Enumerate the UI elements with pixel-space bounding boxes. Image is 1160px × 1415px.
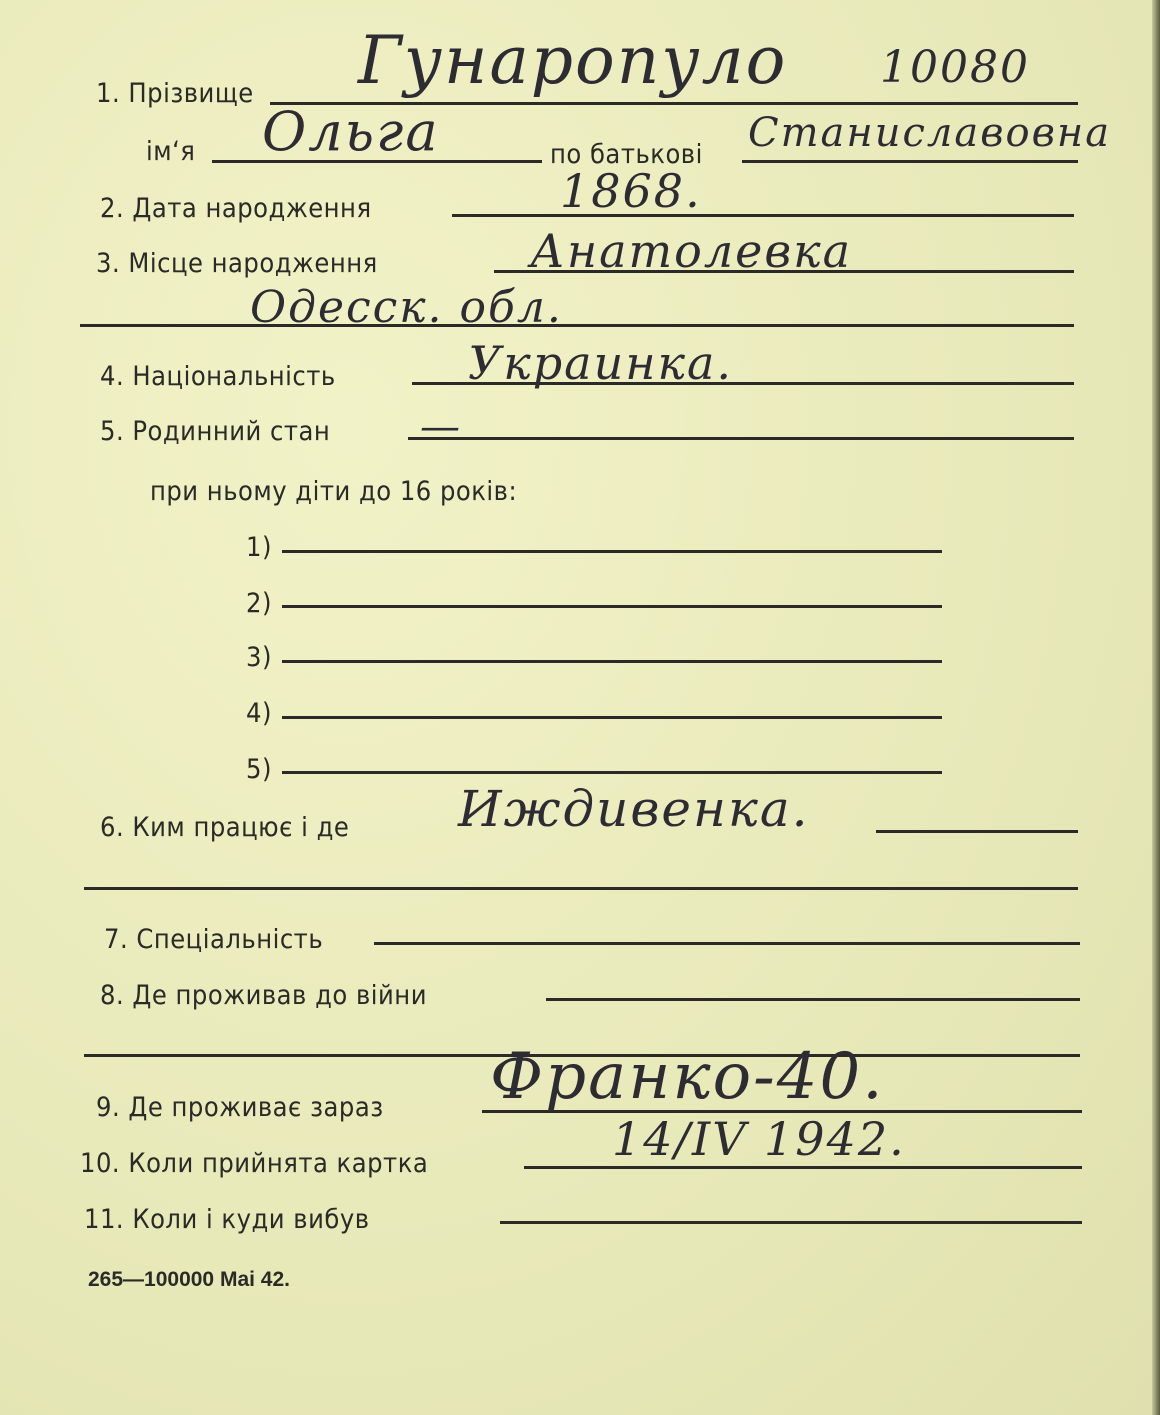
prewar-address-line [546,998,1080,1001]
prewar-address-label: 8. Де проживав до війни [100,980,427,1011]
marital-status-line [408,437,1074,440]
specialty-label: 7. Спеціальність [104,924,324,955]
child-line-4 [282,716,942,719]
departure-label: 11. Коли і куди вибув [84,1204,370,1235]
nationality-entry: Украинка. [468,336,734,390]
child-number-4: 4) [246,698,272,729]
child-line-2 [282,605,942,608]
current-address-entry: Франко-40. [490,1040,885,1114]
specialty-line [374,942,1080,945]
first-name-entry: Ольга [262,100,440,163]
child-line-3 [282,660,942,663]
work-label: 6. Ким працює і де [100,812,350,843]
children-label: при ньому діти до 16 років: [150,476,518,507]
birth-place-entry-2: Одесск. обл. [250,282,563,333]
child-number-3: 3) [246,642,272,673]
patronymic-entry: Станиславовна [748,110,1112,156]
card-edge [1152,0,1160,1415]
nationality-label: 4. Національність [100,361,336,392]
child-line-1 [282,550,942,553]
birth-place-line-2 [80,324,1074,327]
print-code: 265—100000 Mai 42. [88,1268,290,1291]
patronymic-line [742,160,1078,163]
birth-date-label: 2. Дата народження [100,193,372,224]
birth-date-entry: 1868. [560,164,702,218]
birth-place-entry-1: Анатолевка [530,224,853,278]
child-number-2: 2) [246,588,272,619]
departure-line [500,1221,1082,1224]
work-entry: Иждивенка. [458,780,810,838]
card-accepted-entry: 14/IV 1942. [612,1112,906,1166]
child-line-5 [282,771,942,774]
birth-date-line [452,214,1074,217]
patronymic-label: по батькові [550,139,703,170]
card-accepted-label: 10. Коли прийнята картка [80,1148,429,1179]
child-number-1: 1) [246,532,272,563]
surname-label: 1. Прізвище [96,78,254,109]
marital-status-entry: — [420,404,462,450]
work-line-2 [84,887,1078,890]
work-line [876,830,1078,833]
current-address-label: 9. Де проживає зараз [96,1092,384,1123]
marital-status-label: 5. Родинний стан [100,416,331,447]
birth-place-label: 3. Місце народження [96,248,378,279]
card-number-entry: 10080 [880,42,1030,93]
child-number-5: 5) [246,754,272,785]
surname-entry: Гунаропуло [358,22,788,99]
card-accepted-line [524,1166,1082,1169]
first-name-label: ім‘я [146,136,196,167]
